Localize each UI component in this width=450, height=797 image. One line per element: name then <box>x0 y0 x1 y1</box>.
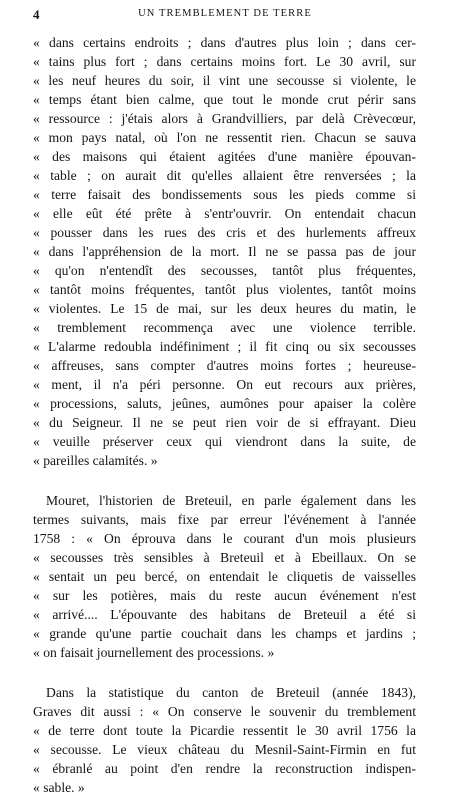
text-line: « temps étant bien calme, que tout le monde crut périr sans <box>33 92 416 107</box>
text-line: termes suivants, mais fixe par erreur l'événement à l'année <box>33 512 416 527</box>
text-line: « du Seigneur. Il ne se peut rien voir de si effrayant. Dieu <box>33 415 416 430</box>
text-line: « ment, il n'a péri personne. On eut recours aux prières, <box>33 377 416 392</box>
text-line: « des maisons qui étaient agitées d'une manière épouvan- <box>33 149 416 164</box>
text-line: « sur les potières, mais du reste aucun événement n'est <box>33 588 416 603</box>
text-line: « processions, saluts, jeûnes, aumônes pour apaiser la colère <box>33 396 416 411</box>
text-line: « qu'on n'entendît des secousses, tantôt plus fréquentes, <box>33 263 416 278</box>
page-number: 4 <box>33 7 40 22</box>
text-line: « violentes. Le 15 de mai, sur les deux heures du matin, le <box>33 301 416 316</box>
text-line: Graves dit aussi : « On conserve le souvenir du tremblement <box>33 704 416 719</box>
paragraph <box>33 33 416 470</box>
text-line: « elle eût été prête à s'entr'ouvrir. On entendait chacun <box>33 206 416 221</box>
text-line: « tremblement recommença avec une violence terrible. <box>33 320 416 335</box>
page-header <box>0 7 450 23</box>
text-line: « les neuf heures du soir, il vint une secousse si violente, le <box>33 73 416 88</box>
running-title: UN TREMBLEMENT DE TERRE <box>138 8 312 19</box>
text-line: « veuille préserver ceux qui viendront dans la suite, de <box>33 434 416 449</box>
text-line: « pareilles calamités. » <box>33 453 158 468</box>
paragraph <box>33 683 416 797</box>
text-line: « tantôt moins fréquentes, tantôt plus violentes, tantôt moins <box>33 282 416 297</box>
text-line: « terre faisait des bondissements sous les pieds comme si <box>33 187 416 202</box>
paragraph <box>33 491 416 662</box>
text-line: « on faisait journellement des processions. » <box>33 645 275 660</box>
text-line: « pousser dans les rues des cris et des hurlements affreux <box>33 225 416 240</box>
text-line: Mouret, l'historien de Breteuil, en parle également dans les <box>46 493 416 508</box>
text-line: « tains plus fort ; dans certains moins fort. Le 30 avril, sur <box>33 54 416 69</box>
paragraph-gap <box>33 470 416 491</box>
text-line: « dans certains endroits ; dans d'autres plus loin ; dans cer- <box>33 35 416 50</box>
text-line: « table ; on aurait dit qu'elles allaient être renversées ; la <box>33 168 416 183</box>
text-line: « de terre dont toute la Picardie ressentit le 30 avril 1756 la <box>33 723 416 738</box>
text-line: « affreuses, sans compter d'autres moins fortes ; heureuse- <box>33 358 416 373</box>
paragraph-gap <box>33 662 416 683</box>
text-line: « secousse. Le vieux château du Mesnil-Saint-Firmin en fut <box>33 742 416 757</box>
body-text <box>33 33 416 797</box>
text-line: « sable. » <box>33 780 85 795</box>
text-line: « dans l'appréhension de la mort. Il ne se passa pas de jour <box>33 244 416 259</box>
text-line: « L'alarme redoubla indéfiniment ; il fit cinq ou six secousses <box>33 339 416 354</box>
text-line: « arrivé.... L'épouvante des habitans de Breteuil a été si <box>33 607 416 622</box>
text-line: « sentait un peu bercé, on entendait le cliquetis de vaisselles <box>33 569 416 584</box>
text-line: « ébranlé au point d'en rendre la reconstruction indispen- <box>33 761 416 776</box>
text-line: « secousses très sensibles à Breteuil et à Ebeillaux. On se <box>33 550 416 565</box>
text-line: « ressource : j'étais alors à Grandvilliers, par delà Crèvecœur, <box>33 111 416 126</box>
text-line: « grande qu'une partie couchait dans les champs et jardins ; <box>33 626 416 641</box>
text-line: Dans la statistique du canton de Breteuil (année 1843), <box>46 685 416 700</box>
text-line: « mon pays natal, où l'on ne ressentit rien. Chacun se sauva <box>33 130 416 145</box>
text-line: 1758 : « On éprouva dans le courant d'un mois plusieurs <box>33 531 416 546</box>
